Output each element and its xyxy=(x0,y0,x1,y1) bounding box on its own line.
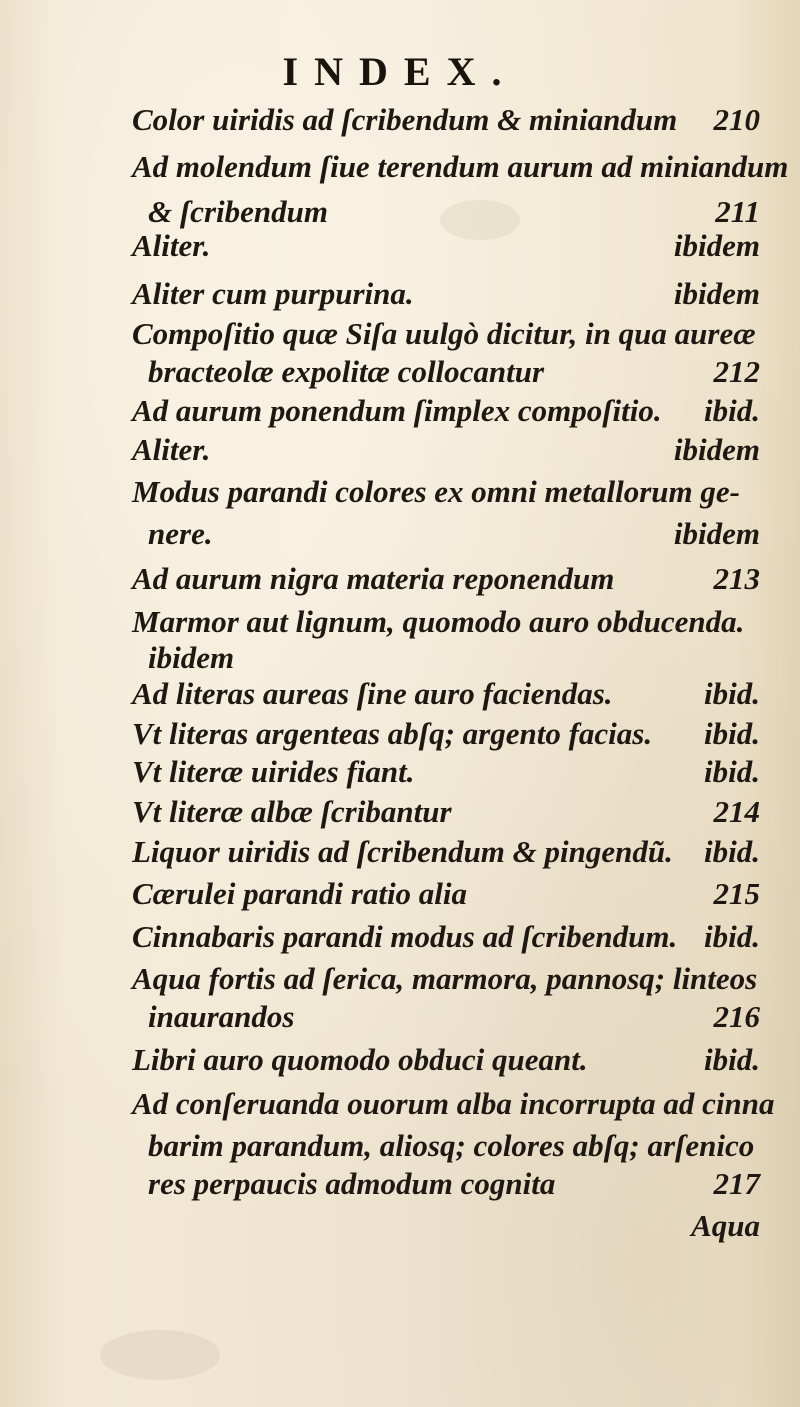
page-reference: ibidem xyxy=(673,228,760,263)
page-reference: ibidem xyxy=(673,432,760,467)
index-entry-line xyxy=(132,557,760,601)
page-reference: ibidem xyxy=(673,276,760,311)
page-reference: 216 xyxy=(713,999,760,1034)
entry-text: Color uiridis ad ſcribendum & miniandum xyxy=(132,102,678,137)
index-entry-line xyxy=(132,224,760,268)
index-entry-line xyxy=(132,672,760,716)
entry-text: Ad aurum nigra materia reponendum xyxy=(132,561,615,596)
index-entry-line xyxy=(132,470,760,514)
index-entry-line xyxy=(132,995,760,1039)
index-entry-line xyxy=(132,790,760,834)
page-reference: 211 xyxy=(715,194,760,229)
page-header: INDEX. xyxy=(282,49,518,94)
entry-text: Cinnabaris parandi modus ad ſcribendum. xyxy=(132,919,678,954)
index-entry-line xyxy=(132,830,760,874)
entry-text: Ad molendum ſiue terendum aurum ad miniandum xyxy=(132,149,789,184)
entry-text: Cærulei parandi ratio alia xyxy=(132,876,468,911)
page-reference: 214 xyxy=(713,794,760,829)
entry-text: Vt literæ uirides fiant. xyxy=(132,754,415,789)
index-entry-line xyxy=(132,389,760,433)
entry-text: Aqua fortis ad ſerica, marmora, pannosq; linteos xyxy=(132,961,758,996)
page-reference: ibidem xyxy=(673,516,760,551)
index-entry-line xyxy=(132,272,760,316)
index-entry-line xyxy=(132,428,760,472)
page-reference: 215 xyxy=(713,876,760,911)
entry-text: Liquor uiridis ad ſcribendum & pingendũ. xyxy=(132,834,673,869)
entry-text: res perpaucis admodum cognita xyxy=(148,1166,556,1201)
index-entry-line xyxy=(132,1082,775,1126)
index-entry-line xyxy=(132,145,789,189)
page-reference: ibid. xyxy=(704,676,760,711)
entry-text: Vt literas argenteas abſq; argento facias. xyxy=(132,716,653,751)
entry-text: Modus parandi colores ex omni metallorum ge- xyxy=(132,474,740,509)
page-reference: ibid. xyxy=(704,716,760,751)
entry-text: Ad aurum ponendum ſimplex compoſitio. xyxy=(132,393,662,428)
page-reference: 217 xyxy=(713,1166,760,1201)
index-entry-line xyxy=(132,350,760,394)
page-reference: ibid. xyxy=(704,919,760,954)
index-entry-line xyxy=(132,872,760,916)
entry-text: nere. xyxy=(148,516,213,551)
page-reference: 210 xyxy=(713,102,760,137)
entry-text: Ad conſeruanda ouorum alba incorrupta ad cinna xyxy=(132,1086,775,1121)
catchword: Aqua xyxy=(691,1208,760,1243)
entry-text: Vt literæ albæ ſcribantur xyxy=(132,794,452,829)
page-reference: ibid. xyxy=(704,834,760,869)
page-reference: ibid. xyxy=(704,754,760,789)
page-reference: ibid. xyxy=(704,393,760,428)
entry-text: Libri auro quomodo obduci queant. xyxy=(132,1042,588,1077)
index-entry-line xyxy=(132,915,760,959)
entry-text: Ad literas aureas ſine auro faciendas. xyxy=(132,676,613,711)
entry-text: inaurandos xyxy=(148,999,295,1034)
page-reference: 212 xyxy=(713,354,760,389)
index-entry-line xyxy=(132,750,760,794)
index-entry-line xyxy=(132,1038,760,1082)
entry-text: Compoſitio quæ Siſa uulgò dicitur, in qua aureæ xyxy=(132,316,756,351)
entry-text: Aliter. xyxy=(132,432,211,467)
page-reference: ibid. xyxy=(704,1042,760,1077)
entry-text: Aliter cum purpurina. xyxy=(132,276,414,311)
entry-text: Marmor aut lignum, quomodo auro obducenda. xyxy=(132,604,745,639)
entry-text: bracteolæ expolitæ collocantur xyxy=(148,354,545,389)
index-entry-line xyxy=(132,98,760,142)
entry-text: ibidem xyxy=(148,640,235,675)
index-entry-line xyxy=(132,1162,760,1206)
entry-text: barim parandum, aliosq; colores abſq; arſenico xyxy=(148,1128,755,1163)
catchword-line xyxy=(132,1204,760,1248)
entry-text: & ſcribendum xyxy=(148,194,328,229)
index-entry-line xyxy=(132,512,760,556)
entry-text: Aliter. xyxy=(132,228,211,263)
page-reference: 213 xyxy=(713,561,760,596)
